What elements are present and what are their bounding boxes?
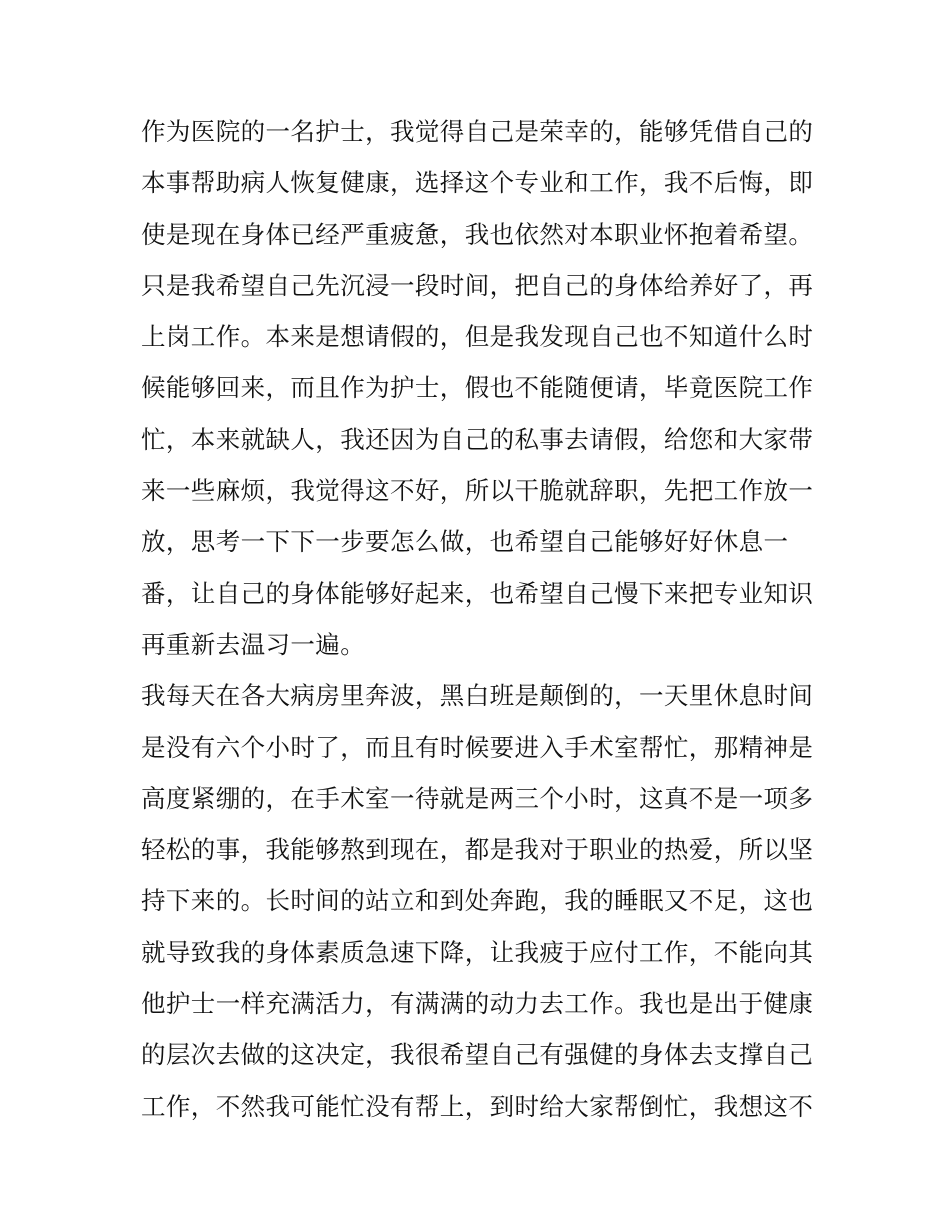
body-text	[141, 106, 821, 1132]
text-line: 工作，不然我可能忙没有帮上，到时给大家帮倒忙，我想这不	[141, 1091, 814, 1121]
text-line: 忙，本来就缺人，我还因为自己的私事去请假，给您和大家带	[141, 424, 814, 454]
text-line: 轻松的事，我能够熬到现在，都是我对于职业的热爱，所以坚	[141, 835, 814, 865]
text-line: 上岗工作。本来是想请假的，但是我发现自己也不知道什么时	[141, 322, 814, 352]
text-line: 番，让自己的身体能够好起来，也希望自己慢下来把专业知识	[141, 578, 814, 608]
text-line: 放，思考一下下一步要怎么做，也希望自己能够好好休息一	[141, 527, 789, 557]
text-line: 的层次去做的这决定，我很希望自己有强健的身体去支撑自己	[141, 1040, 814, 1070]
text-line: 持下来的。长时间的站立和到处奔跑，我的睡眠又不足，这也	[141, 886, 814, 916]
text-line: 他护士一样充满活力，有满满的动力去工作。我也是出于健康	[141, 989, 814, 1019]
text-line: 再重新去温习一遍。	[141, 629, 366, 659]
text-line: 我每天在各大病房里奔波，黑白班是颠倒的，一天里休息时间	[141, 681, 814, 711]
text-line: 作为医院的一名护士，我觉得自己是荣幸的，能够凭借自己的	[141, 117, 814, 146]
text-line: 使是现在身体已经严重疲惫，我也依然对本职业怀抱着希望。	[141, 219, 814, 249]
text-line: 只是我希望自己先沉浸一段时间，把自己的身体给养好了，再	[141, 270, 814, 300]
text-line: 来一些麻烦，我觉得这不好，所以干脆就辞职，先把工作放一	[141, 476, 814, 506]
text-line: 是没有六个小时了，而且有时候要进入手术室帮忙，那精神是	[141, 732, 814, 762]
text-line: 候能够回来，而且作为护士，假也不能随便请，毕竟医院工作	[141, 373, 814, 403]
text-line: 本事帮助病人恢复健康，选择这个专业和工作，我不后悔，即	[141, 168, 814, 198]
text-line: 高度紧绷的，在手术室一待就是两三个小时，这真不是一项多	[141, 783, 814, 813]
text-line: 就导致我的身体素质急速下降，让我疲于应付工作，不能向其	[141, 937, 814, 967]
